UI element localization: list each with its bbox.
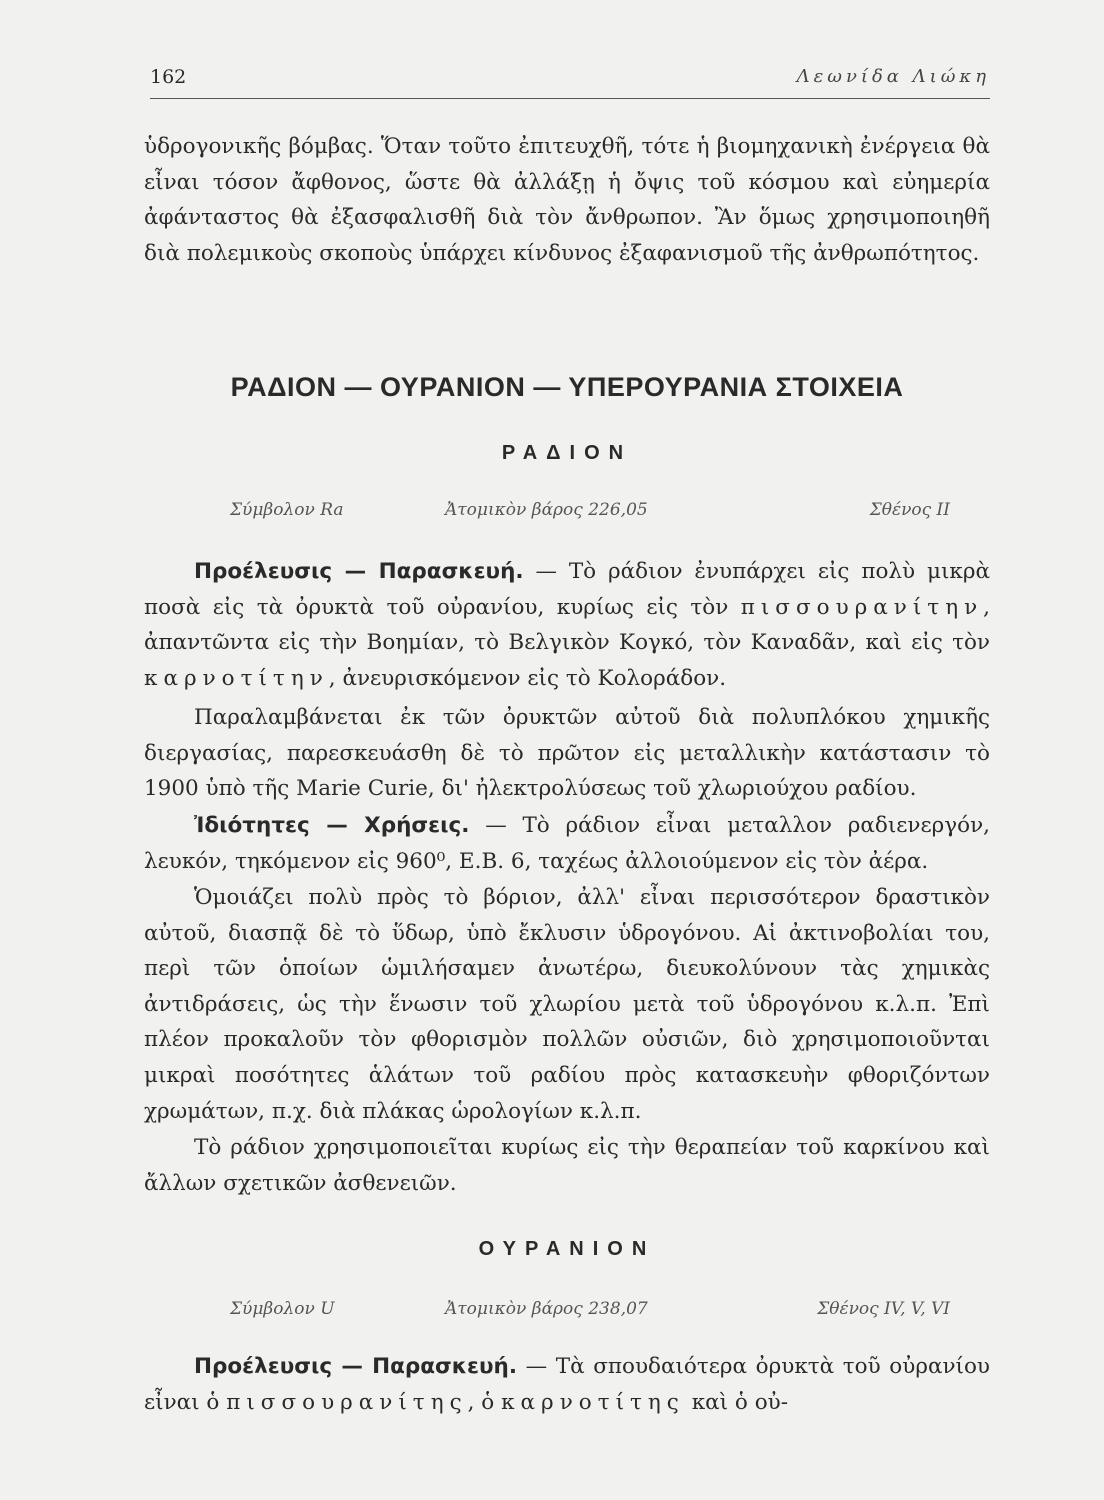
uranium-mineral-2: καρνοτίτης xyxy=(501,1389,685,1415)
radium-similarity-paragraph: Ὁμοιάζει πολὺ πρὸς τὸ βόριον, ἀλλ' εἶναι περισσότερον δραστικὸν αὐτοῦ, διασπᾷ δὲ τὸ ὕδωρ, ὑπὸ ἔκλυσιν ὑδρογόνου. Αἱ ἀκτινοβολίαι του, περὶ τῶν ὁποίων ὡμιλήσαμεν ἀνωτέρω, διευκολύνουν τὰς χημικὰς ἀντιδράσεις, ὡς τὴν ἕνωσιν τοῦ χλωρίου μετὰ τοῦ ὑδρογόνου κ.λ.π. Ἐπὶ πλέον προκαλοῦν τὸν φθορισμὸν πολλῶν οὐσιῶν, διὸ χρησιμοποιοῦνται μικραὶ ποσότητες ἁλάτων τοῦ ραδίου πρὸς κατασκευὴν φθοριζόντων χρωμάτων, π.χ. διὰ πλάκας ὡρολογίων κ.λ.π. xyxy=(144,885,990,1124)
running-head: Λεωνίδα Λιώκη xyxy=(796,66,990,87)
uranium-atomic-weight: Ἀτομικὸν βάρος 238,07 xyxy=(445,1299,648,1319)
radium-properties-label: Ἰδιότητες — Χρήσεις. xyxy=(194,813,470,838)
radium-origin-paragraph xyxy=(144,554,990,696)
radium-atomic-weight: Ἀτομικὸν βάρος 226,05 xyxy=(445,500,648,520)
uranium-origin-text-1: — Τὰ σπουδαιότερα ὀρυκτὰ τοῦ οὐρανίου εἶναι ὁ xyxy=(144,1354,990,1415)
section-title: ΡΑΔΙΟΝ — ΟΥΡΑΝΙΟΝ — ΥΠΕΡΟΥΡΑΝΙΑ ΣΤΟΙΧΕΙΑ xyxy=(230,372,904,402)
uranium-valence: Σθένος IV, V, VI xyxy=(817,1299,950,1319)
page-header xyxy=(150,66,990,99)
uranium-origin-label: Προέλευσις — Παρασκευή. xyxy=(194,1354,518,1379)
radium-properties-paragraph xyxy=(144,808,990,879)
radium-heading: ΡΑΔΙΟΝ xyxy=(501,442,633,464)
radium-usage-paragraph: Τὸ ράδιον χρησιμοποιεῖται κυρίως εἰς τὴν θεραπείαν τοῦ καρκίνου καὶ ἄλλων σχετικῶν ἀσθενειῶν. xyxy=(144,1135,990,1196)
radium-origin-text-3: , ἀνευρισκόμενον εἰς τὸ Κολοράδον. xyxy=(328,665,727,691)
radium-origin-text-1: — Τὸ ράδιον ἐνυπάρχει εἰς πολὺ μικρὰ ποσὰ εἰς τὰ ὀρυκτὰ τοῦ οὐρανίου, κυρίως εἰς τὸν xyxy=(144,559,990,620)
radium-preparation-paragraph: Παραλαμβάνεται ἐκ τῶν ὀρυκτῶν αὐτοῦ διὰ πολυπλόκου χημικῆς διεργασίας, παρεσκευάσθη δὲ τὸ πρῶτον εἰς μεταλλικὴν κατάστασιν τὸ 1900 ὑπὸ τῆς Marie Curie, δι' ἠλεκτρολύσεως τοῦ χλωριούχου ραδίου. xyxy=(144,705,990,802)
uranium-origin-text-3: καὶ ὁ οὐ- xyxy=(691,1389,788,1415)
radium-origin-label: Προέλευσις — Παρασκευή. xyxy=(194,559,524,584)
page-number: 162 xyxy=(150,66,187,88)
radium-valence: Σθένος II xyxy=(869,500,950,520)
uranium-origin-paragraph xyxy=(144,1349,990,1420)
radium-origin-text-2: , ἀπαντῶντα εἰς τὴν Βοημίαν, τὸ Βελγικὸν Κογκό, τὸν Καναδᾶν, καὶ εἰς τὸν xyxy=(144,594,990,656)
uranium-heading: ΟΥΡΑΝΙΟΝ xyxy=(478,1238,656,1260)
radium-symbol: Σύμβολον Ra xyxy=(230,500,344,520)
intro-paragraph: ὑδρογονικῆς βόμβας. Ὅταν τοῦτο ἐπιτευχθῆ, τότε ἡ βιομηχανικὴ ἐνέργεια θὰ εἶναι τόσον ἄφθονος, ὥστε θὰ ἀλλάξῃ ἡ ὄψις τοῦ κόσμου καὶ εὐημερία ἀφάνταστος θὰ ἐξασφαλισθῆ διὰ τὸν ἄνθρωπον. Ἂν ὅμως χρησιμοποιηθῆ διὰ πολεμικοὺς σκοποὺς ὑπάρχει κίνδυνος ἐξαφανισμοῦ τῆς ἀνθρωπότητος. xyxy=(144,134,990,266)
uranium-symbol: Σύμβολον U xyxy=(230,1299,335,1319)
radium-mineral-2: καρνοτίτην xyxy=(144,665,329,691)
radium-properties-text: — Τὸ ράδιον εἶναι μεταλλον ραδιενεργόν, λευκόν, τηκόμενον εἰς 960⁰, Ε.Β. 6, ταχέως ἀλλοιούμενον εἰς τὸν ἀέρα. xyxy=(144,813,990,874)
radium-symbol-line xyxy=(190,500,970,528)
uranium-symbol-line xyxy=(190,1299,970,1327)
radium-mineral-1: πισσουρανίτην xyxy=(740,594,984,620)
uranium-origin-text-2: , ὁ xyxy=(467,1389,495,1415)
uranium-mineral-1: πισσουρανίτης xyxy=(226,1389,468,1415)
